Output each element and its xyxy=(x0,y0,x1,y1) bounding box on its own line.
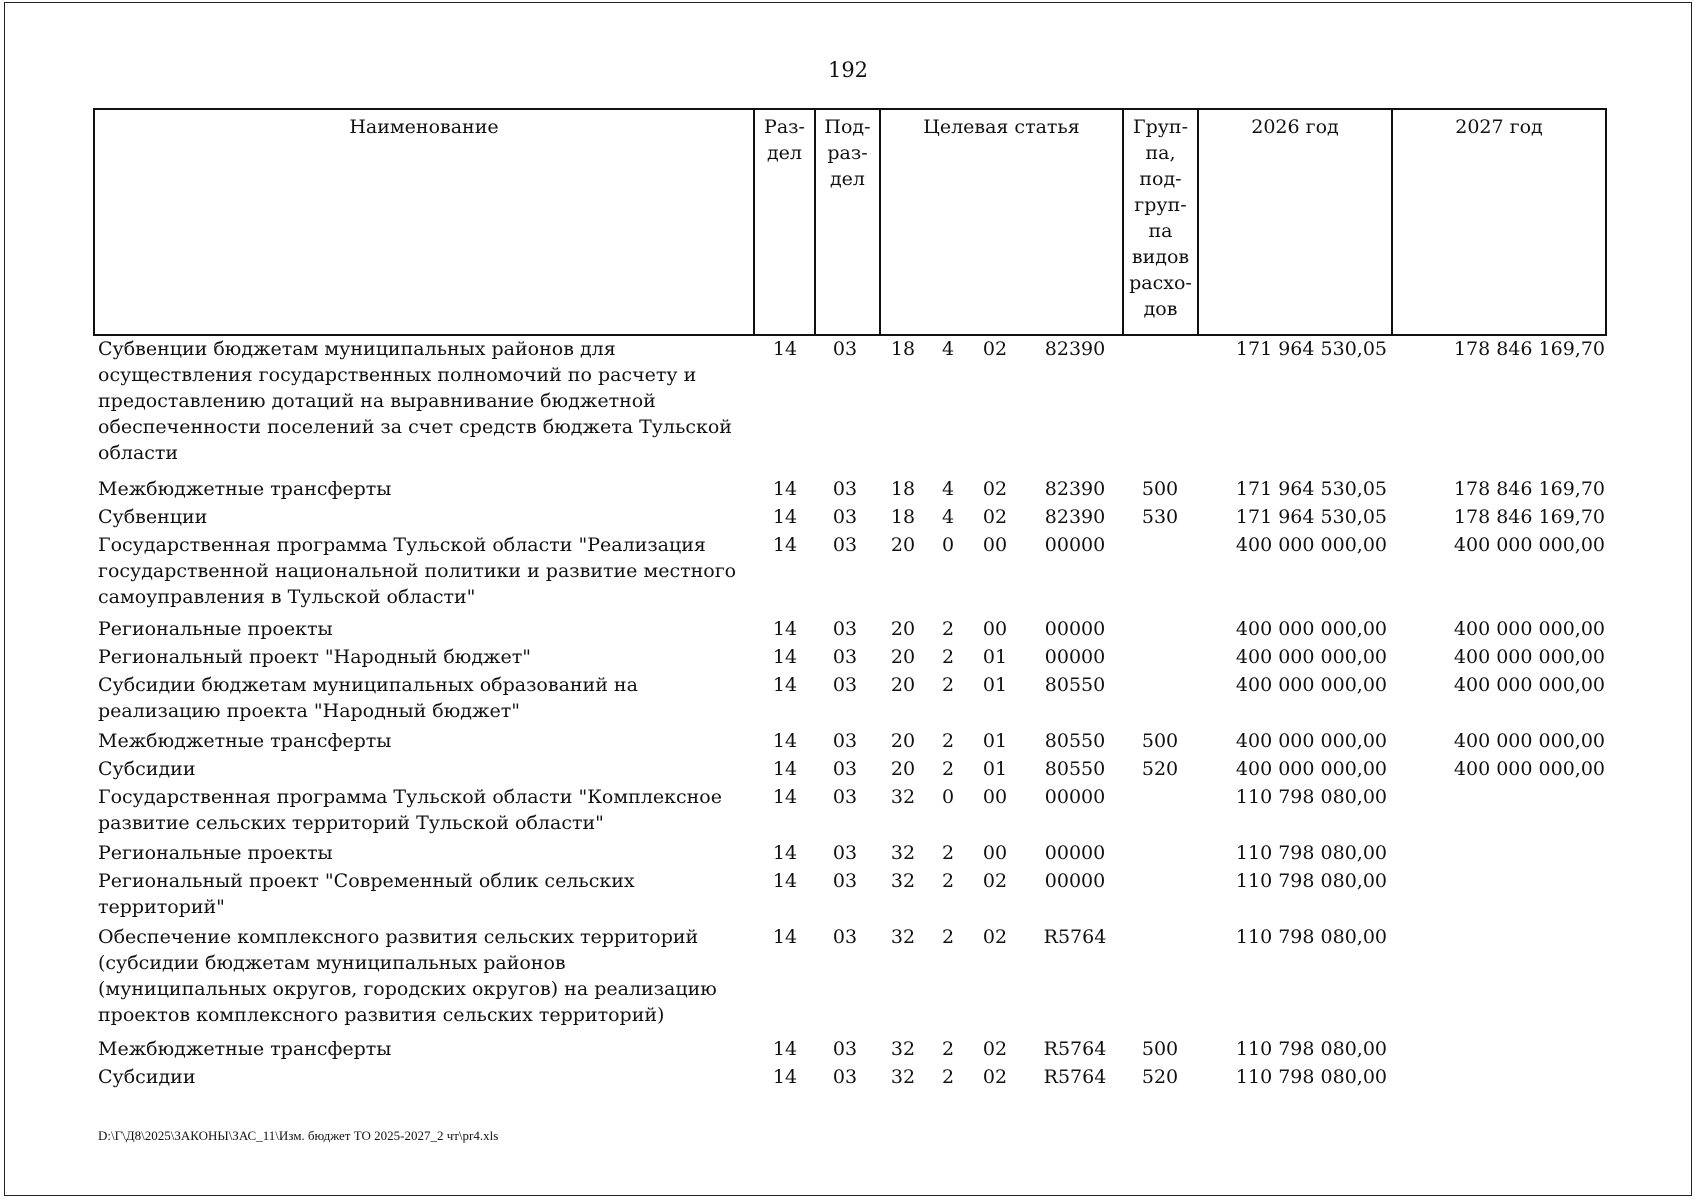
row-razdel: 14 xyxy=(772,646,798,668)
row-target-3: 02 xyxy=(982,1038,1008,1060)
header-razdel xyxy=(755,110,816,334)
row-podrazdel: 03 xyxy=(832,842,858,864)
row-target-1: 32 xyxy=(890,842,916,864)
row-target-4: 00000 xyxy=(1044,534,1106,556)
row-target-1: 20 xyxy=(890,758,916,780)
row-razdel: 14 xyxy=(772,618,798,640)
row-target-2: 4 xyxy=(941,338,955,360)
header-gruppa-line: дов xyxy=(1143,298,1178,320)
row-name: Региональные проекты xyxy=(98,618,333,640)
row-target-1: 32 xyxy=(890,1038,916,1060)
row-name: Субсидии xyxy=(98,1066,196,1088)
row-name: Региональные проекты xyxy=(98,842,333,864)
header-podrazdel-line: дел xyxy=(829,168,865,190)
row-target-4: 00000 xyxy=(1044,618,1106,640)
row-2026: 400 000 000,00 xyxy=(1235,646,1387,668)
row-target-1: 20 xyxy=(890,730,916,752)
header-gruppa-line: па xyxy=(1148,220,1173,242)
header-name-text: Наименование xyxy=(349,116,499,138)
row-target-4: 80550 xyxy=(1044,758,1106,780)
row-target-4: R5764 xyxy=(1043,1066,1107,1088)
row-2026: 171 964 530,05 xyxy=(1235,478,1387,500)
row-target-4: 00000 xyxy=(1044,646,1106,668)
row-target-4: R5764 xyxy=(1043,1038,1107,1060)
header-gruppa-line: па, под- xyxy=(1139,142,1182,190)
row-razdel: 14 xyxy=(772,730,798,752)
row-target-3: 02 xyxy=(982,1066,1008,1088)
row-2026: 400 000 000,00 xyxy=(1235,534,1387,556)
row-2026: 171 964 530,05 xyxy=(1235,338,1387,360)
row-name: Субвенции бюджетам муниципальных районов для осуществления государственных полномочий по расчету и предоставлению дотаций на выравнивание бюджетной обеспеченности поселений за счет средств бюджета Тульской области xyxy=(98,338,732,464)
row-name: Субвенции xyxy=(98,506,208,528)
row-expense-group: 500 xyxy=(1141,478,1179,500)
row-target-1: 32 xyxy=(890,926,916,948)
row-podrazdel: 03 xyxy=(832,338,858,360)
row-2027: 400 000 000,00 xyxy=(1453,646,1605,668)
row-target-3: 02 xyxy=(982,926,1008,948)
row-target-3: 00 xyxy=(982,618,1008,640)
row-expense-group: 520 xyxy=(1141,758,1179,780)
row-name: Региональный проект "Народный бюджет" xyxy=(98,646,531,668)
row-2027: 400 000 000,00 xyxy=(1453,674,1605,696)
row-2026: 400 000 000,00 xyxy=(1235,758,1387,780)
row-target-1: 20 xyxy=(890,618,916,640)
row-2026: 110 798 080,00 xyxy=(1235,842,1387,864)
header-gruppa-line: Груп- xyxy=(1132,116,1188,138)
header-podrazdel-line: раз- xyxy=(827,142,868,164)
row-target-2: 4 xyxy=(941,478,955,500)
table-header xyxy=(93,108,1607,336)
row-podrazdel: 03 xyxy=(832,758,858,780)
header-name xyxy=(95,110,755,334)
row-target-2: 2 xyxy=(941,926,955,948)
row-target-1: 32 xyxy=(890,786,916,808)
header-razdel-line: дел xyxy=(766,142,802,164)
row-expense-group: 500 xyxy=(1141,1038,1179,1060)
row-podrazdel: 03 xyxy=(832,870,858,892)
row-2026: 110 798 080,00 xyxy=(1235,786,1387,808)
row-podrazdel: 03 xyxy=(832,926,858,948)
row-razdel: 14 xyxy=(772,842,798,864)
row-target-1: 32 xyxy=(890,870,916,892)
row-target-1: 20 xyxy=(890,646,916,668)
row-2027: 400 000 000,00 xyxy=(1453,618,1605,640)
row-expense-group: 520 xyxy=(1141,1066,1179,1088)
row-2026: 400 000 000,00 xyxy=(1235,730,1387,752)
header-gruppa-line: расхо- xyxy=(1129,272,1192,294)
row-razdel: 14 xyxy=(772,338,798,360)
row-target-2: 0 xyxy=(941,786,955,808)
row-2026: 400 000 000,00 xyxy=(1235,674,1387,696)
row-razdel: 14 xyxy=(772,758,798,780)
row-razdel: 14 xyxy=(772,926,798,948)
row-razdel: 14 xyxy=(772,478,798,500)
file-path-footer: D:\Г\Д8\2025\ЗАКОНЫ\ЗАС_11\Изм. бюджет ТО 2025-2027_2 чт\pr4.xls xyxy=(98,1128,499,1143)
header-gruppa-line: груп- xyxy=(1134,194,1187,216)
header-podrazdel-line: Под- xyxy=(824,116,871,138)
row-razdel: 14 xyxy=(772,1066,798,1088)
row-target-2: 2 xyxy=(941,842,955,864)
row-target-4: 00000 xyxy=(1044,842,1106,864)
row-podrazdel: 03 xyxy=(832,478,858,500)
row-target-3: 00 xyxy=(982,842,1008,864)
row-2027: 400 000 000,00 xyxy=(1453,758,1605,780)
row-2026: 171 964 530,05 xyxy=(1235,506,1387,528)
row-razdel: 14 xyxy=(772,674,798,696)
row-2026: 110 798 080,00 xyxy=(1235,870,1387,892)
row-name: Субсидии xyxy=(98,758,196,780)
row-target-3: 01 xyxy=(982,646,1008,668)
row-podrazdel: 03 xyxy=(832,674,858,696)
row-podrazdel: 03 xyxy=(832,506,858,528)
row-target-2: 2 xyxy=(941,730,955,752)
row-podrazdel: 03 xyxy=(832,786,858,808)
row-2026: 110 798 080,00 xyxy=(1235,1066,1387,1088)
header-gruppa xyxy=(1124,110,1199,334)
row-target-3: 01 xyxy=(982,674,1008,696)
header-2026 xyxy=(1199,110,1393,334)
header-celevaya xyxy=(881,110,1124,334)
row-razdel: 14 xyxy=(772,534,798,556)
row-target-4: R5764 xyxy=(1043,926,1107,948)
row-razdel: 14 xyxy=(772,506,798,528)
row-target-4: 82390 xyxy=(1044,338,1106,360)
row-name: Межбюджетные трансферты xyxy=(98,730,392,752)
row-target-4: 00000 xyxy=(1044,786,1106,808)
row-target-2: 2 xyxy=(941,1066,955,1088)
row-target-1: 18 xyxy=(890,506,916,528)
row-target-2: 2 xyxy=(941,870,955,892)
row-2027: 178 846 169,70 xyxy=(1453,478,1605,500)
header-celevaya-text: Целевая статья xyxy=(923,116,1080,138)
row-2027: 178 846 169,70 xyxy=(1453,338,1605,360)
row-target-2: 2 xyxy=(941,618,955,640)
row-podrazdel: 03 xyxy=(832,618,858,640)
row-podrazdel: 03 xyxy=(832,1038,858,1060)
row-2027: 400 000 000,00 xyxy=(1453,534,1605,556)
row-target-3: 02 xyxy=(982,338,1008,360)
row-target-4: 80550 xyxy=(1044,674,1106,696)
row-target-1: 18 xyxy=(890,478,916,500)
row-target-4: 82390 xyxy=(1044,506,1106,528)
row-target-3: 02 xyxy=(982,506,1008,528)
row-razdel: 14 xyxy=(772,870,798,892)
row-target-2: 2 xyxy=(941,646,955,668)
row-target-3: 02 xyxy=(982,478,1008,500)
header-podrazdel xyxy=(816,110,881,334)
row-podrazdel: 03 xyxy=(832,646,858,668)
row-target-3: 01 xyxy=(982,730,1008,752)
row-name: Субсидии бюджетам муниципальных образований на реализацию проекта "Народный бюджет" xyxy=(98,674,638,722)
row-target-1: 32 xyxy=(890,1066,916,1088)
row-razdel: 14 xyxy=(772,1038,798,1060)
row-target-1: 20 xyxy=(890,534,916,556)
header-2027 xyxy=(1393,110,1605,334)
row-target-2: 2 xyxy=(941,674,955,696)
row-target-2: 4 xyxy=(941,506,955,528)
row-2027: 400 000 000,00 xyxy=(1453,730,1605,752)
row-name: Межбюджетные трансферты xyxy=(98,478,392,500)
row-name: Обеспечение комплексного развития сельских территорий (субсидии бюджетам муниципальных районов (муниципальных округов, городских округов) на реализацию проектов комплексного развития сельских территорий) xyxy=(98,926,717,1026)
row-2026: 110 798 080,00 xyxy=(1235,1038,1387,1060)
page-number: 192 xyxy=(827,58,869,82)
row-target-2: 2 xyxy=(941,1038,955,1060)
row-2027: 178 846 169,70 xyxy=(1453,506,1605,528)
header-2026-text: 2026 год xyxy=(1251,116,1339,138)
row-name: Государственная программа Тульской области "Реализация государственной национальной политики и развитие местного самоуправления в Тульской области" xyxy=(98,534,737,608)
row-2026: 110 798 080,00 xyxy=(1235,926,1387,948)
row-expense-group: 500 xyxy=(1141,730,1179,752)
row-name: Межбюджетные трансферты xyxy=(98,1038,392,1060)
row-target-2: 0 xyxy=(941,534,955,556)
row-razdel: 14 xyxy=(772,786,798,808)
row-target-4: 00000 xyxy=(1044,870,1106,892)
row-expense-group: 530 xyxy=(1141,506,1179,528)
row-target-2: 2 xyxy=(941,758,955,780)
row-2026: 400 000 000,00 xyxy=(1235,618,1387,640)
row-target-1: 18 xyxy=(890,338,916,360)
row-target-3: 00 xyxy=(982,534,1008,556)
header-razdel-line: Раз- xyxy=(764,116,805,138)
row-target-4: 80550 xyxy=(1044,730,1106,752)
header-gruppa-line: видов xyxy=(1131,246,1190,268)
row-target-3: 01 xyxy=(982,758,1008,780)
row-podrazdel: 03 xyxy=(832,730,858,752)
row-podrazdel: 03 xyxy=(832,1066,858,1088)
row-podrazdel: 03 xyxy=(832,534,858,556)
row-target-3: 00 xyxy=(982,786,1008,808)
row-target-4: 82390 xyxy=(1044,478,1106,500)
row-target-1: 20 xyxy=(890,674,916,696)
row-target-3: 02 xyxy=(982,870,1008,892)
header-2027-text: 2027 год xyxy=(1455,116,1543,138)
row-name: Региональный проект "Современный облик сельских территорий" xyxy=(98,870,635,918)
row-name: Государственная программа Тульской области "Комплексное развитие сельских территорий Тульской области" xyxy=(98,786,722,834)
